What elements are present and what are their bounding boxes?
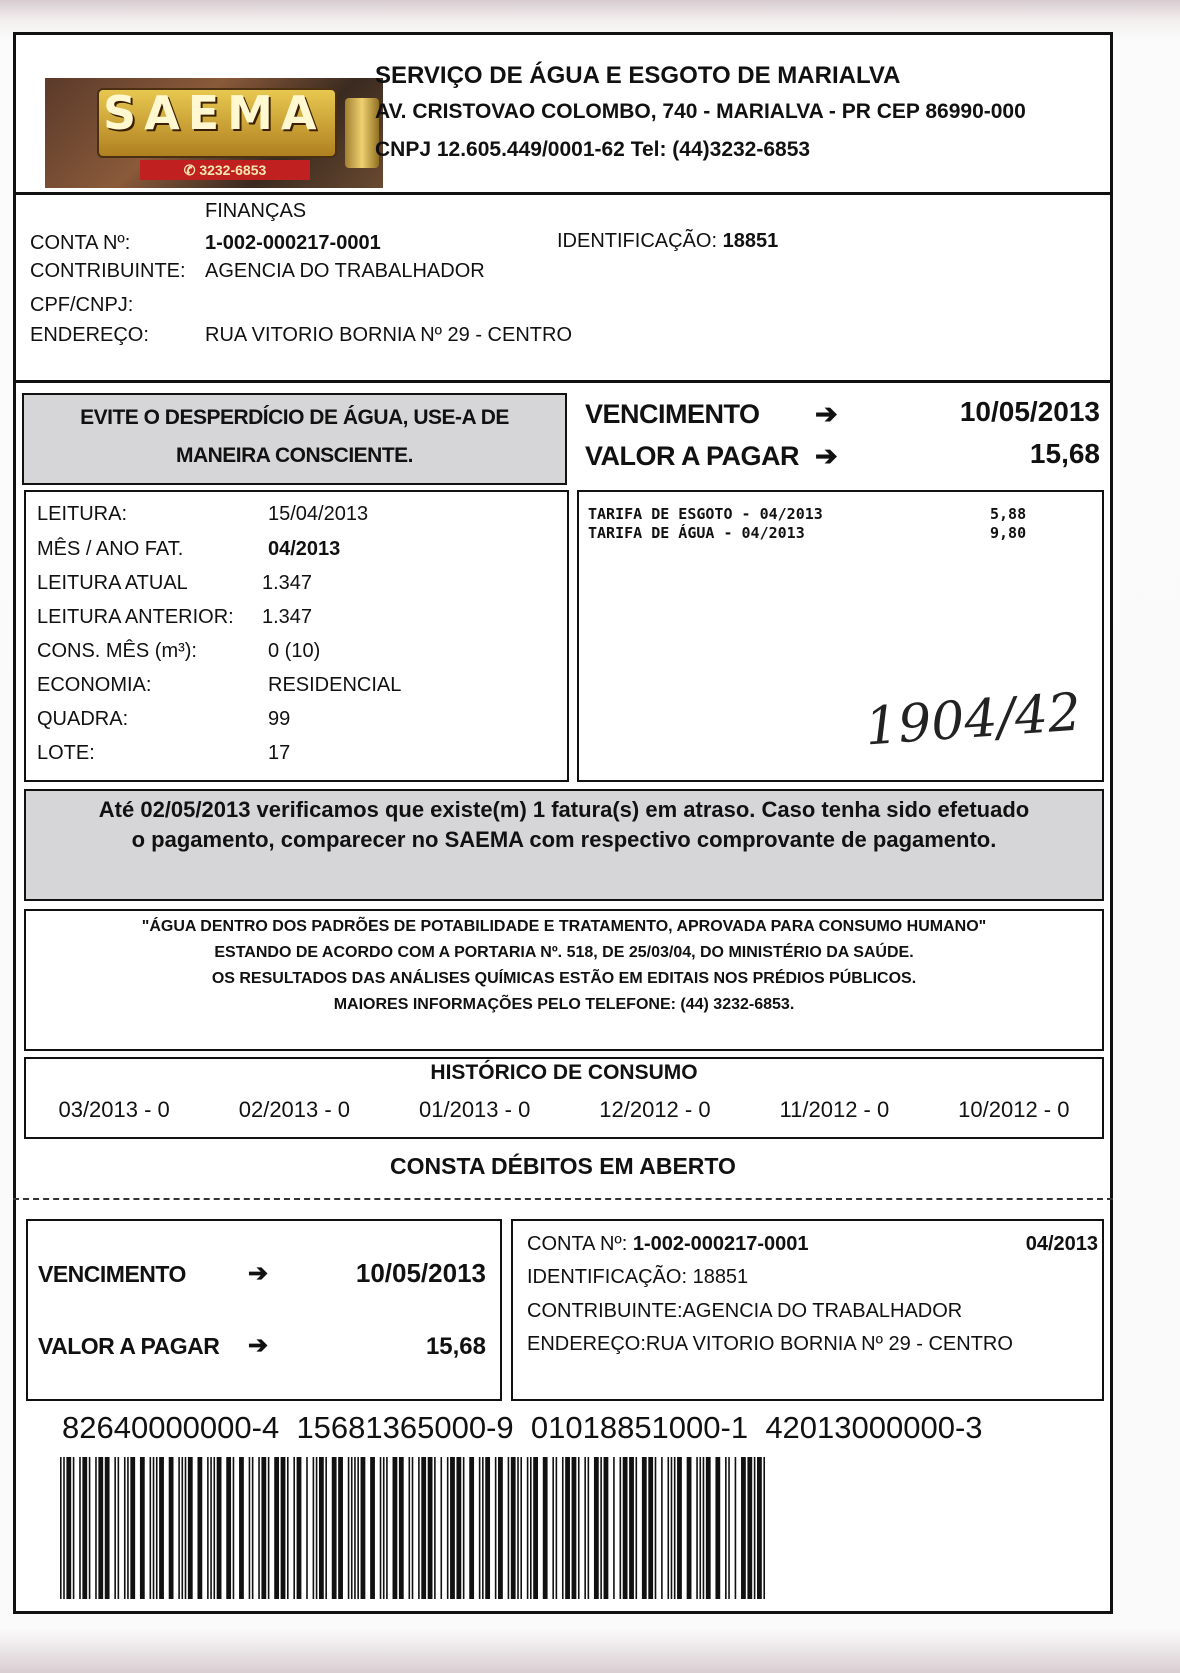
barcode-bar bbox=[671, 1457, 673, 1599]
history-item: 03/2013 - 0 bbox=[58, 1097, 170, 1122]
barcode-bar bbox=[725, 1457, 727, 1599]
barcode-bar bbox=[393, 1457, 398, 1599]
barcode-bar bbox=[418, 1457, 420, 1599]
reading-value-4: 0 (10) bbox=[268, 640, 321, 662]
barcode-bar bbox=[629, 1457, 634, 1599]
barcode-bar bbox=[485, 1457, 490, 1599]
identificacao-value: 18851 bbox=[722, 230, 779, 252]
barcode-bar bbox=[588, 1457, 590, 1599]
barcode-bar bbox=[95, 1457, 97, 1599]
stub-endereco: ENDEREÇO:RUA VITORIO BORNIA Nº 29 - CENTRO bbox=[527, 1333, 1013, 1355]
barcode-bar bbox=[153, 1457, 155, 1599]
barcode-bar bbox=[274, 1457, 279, 1599]
barcode-bar bbox=[98, 1457, 103, 1599]
barcode-bar bbox=[239, 1457, 244, 1599]
history-item: 02/2013 - 0 bbox=[238, 1097, 351, 1122]
contribuinte-label: CONTRIBUINTE: bbox=[30, 260, 186, 282]
barcode-bar bbox=[578, 1457, 580, 1599]
barcode-bar bbox=[306, 1457, 308, 1599]
barcode-bar bbox=[412, 1457, 414, 1599]
conta-label: CONTA Nº: bbox=[30, 232, 131, 254]
barcode-bar bbox=[130, 1457, 135, 1599]
reading-label-0: LEITURA: bbox=[37, 503, 128, 525]
history-item: 11/2012 - 0 bbox=[779, 1097, 890, 1122]
barcode-bar bbox=[105, 1457, 110, 1599]
cut-line bbox=[13, 1198, 1113, 1200]
barcode-bar bbox=[182, 1457, 184, 1599]
barcode-bar bbox=[351, 1457, 353, 1599]
reading-box bbox=[24, 490, 569, 782]
barcode-bar bbox=[354, 1457, 356, 1599]
barcode-bar bbox=[66, 1457, 71, 1599]
logo-text: SAEMA bbox=[103, 86, 325, 140]
stub-valor-value: 15,68 bbox=[425, 1333, 486, 1360]
barcode-bar bbox=[636, 1457, 638, 1599]
cpf-label: CPF/CNPJ: bbox=[30, 294, 134, 316]
reading-value-0: 15/04/2013 bbox=[268, 503, 369, 525]
barcode-bar bbox=[565, 1457, 570, 1599]
barcode-digits: 82640000000-4 15681365000-9 01018851000-1 42013000000-3 bbox=[62, 1410, 983, 1445]
handwritten-note: 1904/42 bbox=[863, 682, 1083, 758]
barcode-bar bbox=[600, 1457, 602, 1599]
reading-value-7: 17 bbox=[268, 742, 291, 764]
barcode-bar bbox=[188, 1457, 193, 1599]
barcode-bar bbox=[124, 1457, 126, 1599]
barcode-bar bbox=[261, 1457, 266, 1599]
notice-line2: MANEIRA CONSCIENTE. bbox=[175, 444, 414, 467]
arrow-right-icon: ➔ bbox=[248, 1332, 269, 1359]
barcode-bar bbox=[287, 1457, 289, 1599]
barcode-bar bbox=[428, 1457, 433, 1599]
barcode-bar bbox=[715, 1457, 720, 1599]
identificacao bbox=[557, 230, 778, 253]
barcode-bar bbox=[648, 1457, 653, 1599]
barcode-bar bbox=[319, 1457, 324, 1599]
barcode-bar bbox=[562, 1457, 564, 1599]
reading-label-4: CONS. MÊS (m³): bbox=[37, 640, 197, 662]
barcode-bar bbox=[530, 1457, 532, 1599]
org-address: AV. CRISTOVAO COLOMBO, 740 - MARIALVA - PR CEP 86990-000 bbox=[375, 100, 1026, 123]
quality-line3: OS RESULTADOS DAS ANÁLISES QUÍMICAS ESTÃO EM EDITAIS NOS PRÉDIOS PÚBLICOS. bbox=[211, 970, 917, 987]
barcode-bar bbox=[383, 1457, 385, 1599]
barcode-bar bbox=[696, 1457, 698, 1599]
barcode-bar bbox=[757, 1457, 762, 1599]
barcode-bar bbox=[747, 1457, 752, 1599]
barcode-bar bbox=[185, 1457, 187, 1599]
stub-conta bbox=[527, 1233, 809, 1256]
valor-label: VALOR A PAGAR bbox=[585, 441, 799, 471]
endereco-label: ENDEREÇO: bbox=[30, 324, 149, 346]
reading-label-2: LEITURA ATUAL bbox=[37, 572, 188, 594]
barcode-bar bbox=[613, 1457, 615, 1599]
stub-vencimento-label: VENCIMENTO bbox=[38, 1261, 186, 1287]
reading-value-3: 1.347 bbox=[262, 606, 313, 628]
barcode-bar bbox=[79, 1457, 81, 1599]
reading-value-1: 04/2013 bbox=[268, 538, 341, 560]
barcode-bar bbox=[63, 1457, 65, 1599]
reading-value-2: 1.347 bbox=[262, 572, 313, 594]
reading-label-1: MÊS / ANO FAT. bbox=[37, 538, 184, 560]
barcode-bar bbox=[169, 1457, 174, 1599]
stub-conta-label: CONTA Nº: bbox=[527, 1233, 628, 1255]
barcode-bar bbox=[380, 1457, 382, 1599]
arrears-line1: Até 02/05/2013 verificamos que existe(m) 1 fatura(s) em atraso. Caso tenha sido efetuado bbox=[98, 797, 1030, 822]
history-item: 10/2012 - 0 bbox=[958, 1097, 1070, 1122]
barcode-bar bbox=[348, 1457, 350, 1599]
barcode-bar bbox=[226, 1457, 231, 1599]
tariff-label-1: TARIFA DE ÁGUA - 04/2013 bbox=[588, 524, 805, 542]
quality-line2: ESTANDO DE ACORDO COM A PORTARIA Nº. 518, DE 25/03/04, DO MINISTÉRIO DA SAÚDE. bbox=[214, 944, 914, 961]
history-item: 01/2013 - 0 bbox=[419, 1097, 531, 1122]
arrow-right-icon: ➔ bbox=[815, 441, 838, 471]
barcode-bar bbox=[674, 1457, 676, 1599]
history-title: HISTÓRICO DE CONSUMO bbox=[430, 1061, 698, 1084]
barcode-bar bbox=[642, 1457, 647, 1599]
barcode-bar bbox=[447, 1457, 449, 1599]
barcode-bar bbox=[197, 1457, 202, 1599]
barcode-bar bbox=[156, 1457, 158, 1599]
barcode-bar bbox=[325, 1457, 327, 1599]
history-item: 12/2012 - 0 bbox=[599, 1097, 711, 1122]
barcode-bar bbox=[572, 1457, 577, 1599]
barcode-bar bbox=[159, 1457, 164, 1599]
vencimento-label: VENCIMENTO bbox=[585, 399, 760, 429]
barcode-bar bbox=[533, 1457, 538, 1599]
barcode-bar bbox=[297, 1457, 302, 1599]
barcode-bar bbox=[140, 1457, 145, 1599]
identificacao-label: IDENTIFICAÇÃO: bbox=[557, 230, 718, 252]
barcode-bar bbox=[511, 1457, 516, 1599]
arrow-right-icon: ➔ bbox=[815, 399, 838, 429]
barcode-bar bbox=[293, 1457, 295, 1599]
barcode-bar bbox=[456, 1457, 461, 1599]
barcode-bar bbox=[82, 1457, 87, 1599]
barcode-bar bbox=[150, 1457, 152, 1599]
barcode-bar bbox=[482, 1457, 484, 1599]
barcode-bar bbox=[421, 1457, 426, 1599]
conta-value: 1-002-000217-0001 bbox=[205, 232, 381, 254]
barcode-bar bbox=[699, 1457, 701, 1599]
org-cnpj-tel: CNPJ 12.605.449/0001-62 Tel: (44)3232-6853 bbox=[375, 138, 811, 161]
stub-ref: 04/2013 bbox=[1025, 1233, 1098, 1255]
barcode-bar bbox=[73, 1457, 75, 1599]
barcode-bar bbox=[706, 1457, 711, 1599]
barcode-bar bbox=[89, 1457, 91, 1599]
barcode-bar bbox=[434, 1457, 436, 1599]
tariff-label-0: TARIFA DE ESGOTO - 04/2013 bbox=[588, 505, 823, 523]
barcode-bar bbox=[332, 1457, 337, 1599]
barcode-bar bbox=[520, 1457, 522, 1599]
barcode-bar bbox=[479, 1457, 481, 1599]
barcode-bar bbox=[118, 1457, 120, 1599]
reading-label-6: QUADRA: bbox=[37, 708, 129, 730]
stub-conta-value: 1-002-000217-0001 bbox=[632, 1233, 809, 1255]
vencimento-value: 10/05/2013 bbox=[959, 396, 1100, 427]
barcode-bar bbox=[620, 1457, 622, 1599]
barcode-bar bbox=[258, 1457, 260, 1599]
barcode-bar bbox=[543, 1457, 548, 1599]
barcode-bar bbox=[370, 1457, 375, 1599]
barcode-bar bbox=[60, 1457, 62, 1599]
arrears-line2: o pagamento, comparecer no SAEMA com respectivo comprovante de pagamento. bbox=[131, 827, 997, 852]
notice-line1: EVITE O DESPERDÍCIO DE ÁGUA, USE-A DE bbox=[80, 406, 509, 429]
tariff-value-0: 5,88 bbox=[990, 505, 1027, 523]
quality-line4: MAIORES INFORMAÇÕES PELO TELEFONE: (44) 3232-6853. bbox=[333, 996, 795, 1013]
barcode-bar bbox=[217, 1457, 222, 1599]
barcode-bar bbox=[661, 1457, 663, 1599]
barcode-bar bbox=[440, 1457, 442, 1599]
contribuinte-value: AGENCIA DO TRABALHADOR bbox=[205, 260, 485, 282]
barcode-bar bbox=[316, 1457, 318, 1599]
valor-value: 15,68 bbox=[1029, 438, 1100, 469]
barcode-bar bbox=[763, 1457, 765, 1599]
barcode-bar bbox=[677, 1457, 682, 1599]
stub-payment-box bbox=[26, 1219, 502, 1401]
barcode-bar bbox=[399, 1457, 404, 1599]
barcode-bar bbox=[207, 1457, 209, 1599]
barcode-bar bbox=[552, 1457, 554, 1599]
arrow-right-icon: ➔ bbox=[248, 1260, 269, 1287]
barcode-bar bbox=[313, 1457, 315, 1599]
barcode-bar bbox=[338, 1457, 343, 1599]
barcode-bar bbox=[210, 1457, 212, 1599]
barcode-bar bbox=[409, 1457, 411, 1599]
barcode-bar bbox=[233, 1457, 235, 1599]
reading-value-6: 99 bbox=[268, 708, 291, 730]
logo-phone: ✆ 3232-6853 bbox=[140, 160, 310, 180]
barcode-bar bbox=[687, 1457, 692, 1599]
quality-line1: "ÁGUA DENTRO DOS PADRÕES DE POTABILIDADE E TRATAMENTO, APROVADA PARA CONSUMO HUMANO" bbox=[141, 918, 987, 935]
barcode-bar bbox=[527, 1457, 529, 1599]
barcode-bar bbox=[249, 1457, 251, 1599]
barcode-bar bbox=[594, 1457, 599, 1599]
divider bbox=[13, 380, 1113, 383]
endereco-value: RUA VITORIO BORNIA Nº 29 - CENTRO bbox=[205, 324, 573, 346]
barcode-bar bbox=[735, 1457, 737, 1599]
barcode-bar bbox=[268, 1457, 270, 1599]
debts-title: CONSTA DÉBITOS EM ABERTO bbox=[390, 1153, 736, 1179]
valve-icon bbox=[345, 98, 379, 168]
barcode-bar bbox=[623, 1457, 628, 1599]
barcode-bar bbox=[508, 1457, 510, 1599]
stub-identificacao: IDENTIFICAÇÃO: 18851 bbox=[527, 1266, 749, 1288]
barcode-bar bbox=[178, 1457, 180, 1599]
barcode-bar bbox=[754, 1457, 756, 1599]
reading-label-7: LOTE: bbox=[37, 742, 95, 764]
barcode-bar bbox=[281, 1457, 286, 1599]
reading-value-5: RESIDENCIAL bbox=[268, 674, 402, 696]
barcode-bar bbox=[728, 1457, 730, 1599]
barcode-bar bbox=[498, 1457, 503, 1599]
barcode-bar bbox=[463, 1457, 465, 1599]
barcode-bar bbox=[517, 1457, 519, 1599]
reading-label-3: LEITURA ANTERIOR: bbox=[37, 606, 234, 628]
barcode-bar bbox=[495, 1457, 497, 1599]
barcode-bar bbox=[213, 1457, 215, 1599]
barcode-bar bbox=[584, 1457, 586, 1599]
barcode-bar bbox=[127, 1457, 129, 1599]
barcode-bar bbox=[252, 1457, 254, 1599]
barcode-bar bbox=[386, 1457, 388, 1599]
saema-logo bbox=[45, 78, 383, 188]
barcode-bar bbox=[114, 1457, 116, 1599]
barcode-bar bbox=[703, 1457, 705, 1599]
barcode-bar bbox=[469, 1457, 474, 1599]
barcode bbox=[60, 1457, 765, 1599]
history-items bbox=[24, 1097, 1104, 1123]
org-name: SERVIÇO DE ÁGUA E ESGOTO DE MARIALVA bbox=[375, 62, 901, 89]
barcode-bar bbox=[655, 1457, 657, 1599]
barcode-bar bbox=[361, 1457, 366, 1599]
barcode-bar bbox=[357, 1457, 359, 1599]
tariff-value-1: 9,80 bbox=[990, 524, 1027, 542]
barcode-bar bbox=[604, 1457, 609, 1599]
barcode-bar bbox=[667, 1457, 669, 1599]
barcode-bar bbox=[556, 1457, 558, 1599]
barcode-bar bbox=[741, 1457, 746, 1599]
stub-valor-label: VALOR A PAGAR bbox=[38, 1333, 220, 1359]
barcode-bar bbox=[450, 1457, 455, 1599]
stub-vencimento-value: 10/05/2013 bbox=[355, 1258, 486, 1288]
section-label: FINANÇAS bbox=[205, 200, 307, 222]
reading-label-5: ECONOMIA: bbox=[37, 674, 152, 696]
stub-contribuinte: CONTRIBUINTE:AGENCIA DO TRABALHADOR bbox=[527, 1300, 963, 1322]
